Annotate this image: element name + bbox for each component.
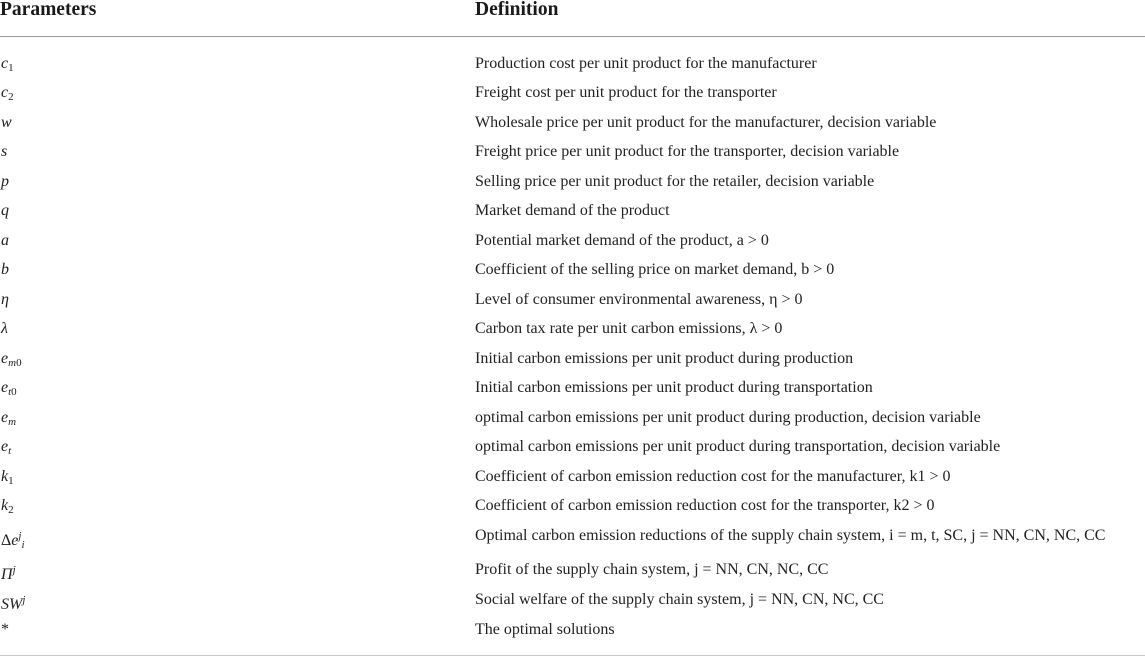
parameter-definition: Initial carbon emissions per unit product during transportation bbox=[475, 379, 873, 396]
parameter-symbol: η bbox=[1, 291, 9, 308]
table-row bbox=[0, 590, 1145, 619]
parameter-definition: Social welfare of the supply chain system, j = NN, CN, NC, CC bbox=[475, 591, 884, 608]
table-row bbox=[0, 378, 1145, 407]
parameter-definition: Coefficient of the selling price on market demand, b > 0 bbox=[475, 261, 835, 278]
table-row bbox=[0, 172, 1145, 201]
parameter-symbol: s bbox=[1, 143, 8, 160]
table-row bbox=[0, 142, 1145, 171]
table-row bbox=[0, 201, 1145, 230]
table-row bbox=[0, 620, 1145, 649]
parameter-definition: Production cost per unit product for the manufacturer bbox=[475, 55, 817, 72]
table-row bbox=[0, 231, 1145, 260]
parameter-definition: Initial carbon emissions per unit product during production bbox=[475, 350, 854, 367]
parameter-symbol: $e_m$ bbox=[1, 409, 17, 428]
parameter-definition: Freight cost per unit product for the transporter bbox=[475, 84, 777, 101]
parameter-symbol: p bbox=[1, 173, 9, 190]
table-row bbox=[0, 496, 1145, 525]
parameter-definition: optimal carbon emissions per unit product during transportation, decision variable bbox=[475, 438, 1001, 455]
parameter-symbol: $k_1$ bbox=[1, 468, 14, 487]
parameter-symbol: q bbox=[1, 202, 9, 219]
parameter-definition: Market demand of the product bbox=[475, 202, 670, 219]
parameter-definition: Optimal carbon emission reductions of the supply chain system, i = m, t, SC, j = NN, CN, NC, CC bbox=[475, 527, 1106, 544]
table-row bbox=[0, 526, 1145, 555]
parameter-symbol: $e_t$ bbox=[1, 438, 12, 457]
parameter-definition: Level of consumer environmental awareness, η > 0 bbox=[475, 291, 803, 308]
parameter-definition: Potential market demand of the product, a > 0 bbox=[475, 232, 769, 249]
parameter-symbol: a bbox=[1, 232, 9, 249]
table-row bbox=[0, 113, 1145, 142]
parameter-symbol: $\Delta e^j_i$ bbox=[1, 530, 25, 551]
parameter-symbol: $e_{m0}$ bbox=[1, 350, 22, 369]
table-row bbox=[0, 83, 1145, 112]
parameter-symbol: $c_1$ bbox=[1, 55, 14, 74]
parameter-definition: The optimal solutions bbox=[475, 621, 615, 638]
table-row bbox=[0, 560, 1145, 589]
parameter-symbol: b bbox=[1, 261, 9, 278]
parameter-definition: Profit of the supply chain system, j = NN, CN, NC, CC bbox=[475, 561, 829, 578]
parameter-symbol: $e_{t0}$ bbox=[1, 379, 17, 398]
parameter-definition: Selling price per unit product for the retailer, decision variable bbox=[475, 173, 875, 190]
parameter-definition: Coefficient of carbon emission reduction cost for the transporter, k2 > 0 bbox=[475, 497, 935, 514]
table-row bbox=[0, 467, 1145, 496]
parameter-symbol: $c_2$ bbox=[1, 84, 14, 103]
parameter-symbol: $k_2$ bbox=[1, 497, 14, 516]
table-row bbox=[0, 54, 1145, 83]
parameter-symbol: * bbox=[1, 621, 9, 638]
bottom-rule bbox=[0, 655, 1145, 656]
table-row bbox=[0, 408, 1145, 437]
table-row bbox=[0, 319, 1145, 348]
parameter-definition: optimal carbon emissions per unit product during production, decision variable bbox=[475, 409, 981, 426]
parameter-symbol: w bbox=[1, 114, 12, 131]
parameter-symbol: $\Pi^j$ bbox=[1, 564, 16, 583]
parameter-definition: Coefficient of carbon emission reduction cost for the manufacturer, k1 > 0 bbox=[475, 468, 951, 485]
table-row bbox=[0, 437, 1145, 466]
table-header bbox=[0, 0, 1145, 37]
table-row bbox=[0, 290, 1145, 319]
parameter-definition: Carbon tax rate per unit carbon emissions, λ > 0 bbox=[475, 320, 783, 337]
parameter-symbol: $SW^j$ bbox=[1, 594, 26, 613]
header-definition: Definition bbox=[475, 0, 559, 20]
parameter-symbol: λ bbox=[1, 320, 8, 337]
parameter-definition: Wholesale price per unit product for the manufacturer, decision variable bbox=[475, 114, 937, 131]
table-row bbox=[0, 260, 1145, 289]
table-row bbox=[0, 349, 1145, 378]
header-parameters: Parameters bbox=[0, 0, 97, 20]
parameter-definition: Freight price per unit product for the transporter, decision variable bbox=[475, 143, 900, 160]
